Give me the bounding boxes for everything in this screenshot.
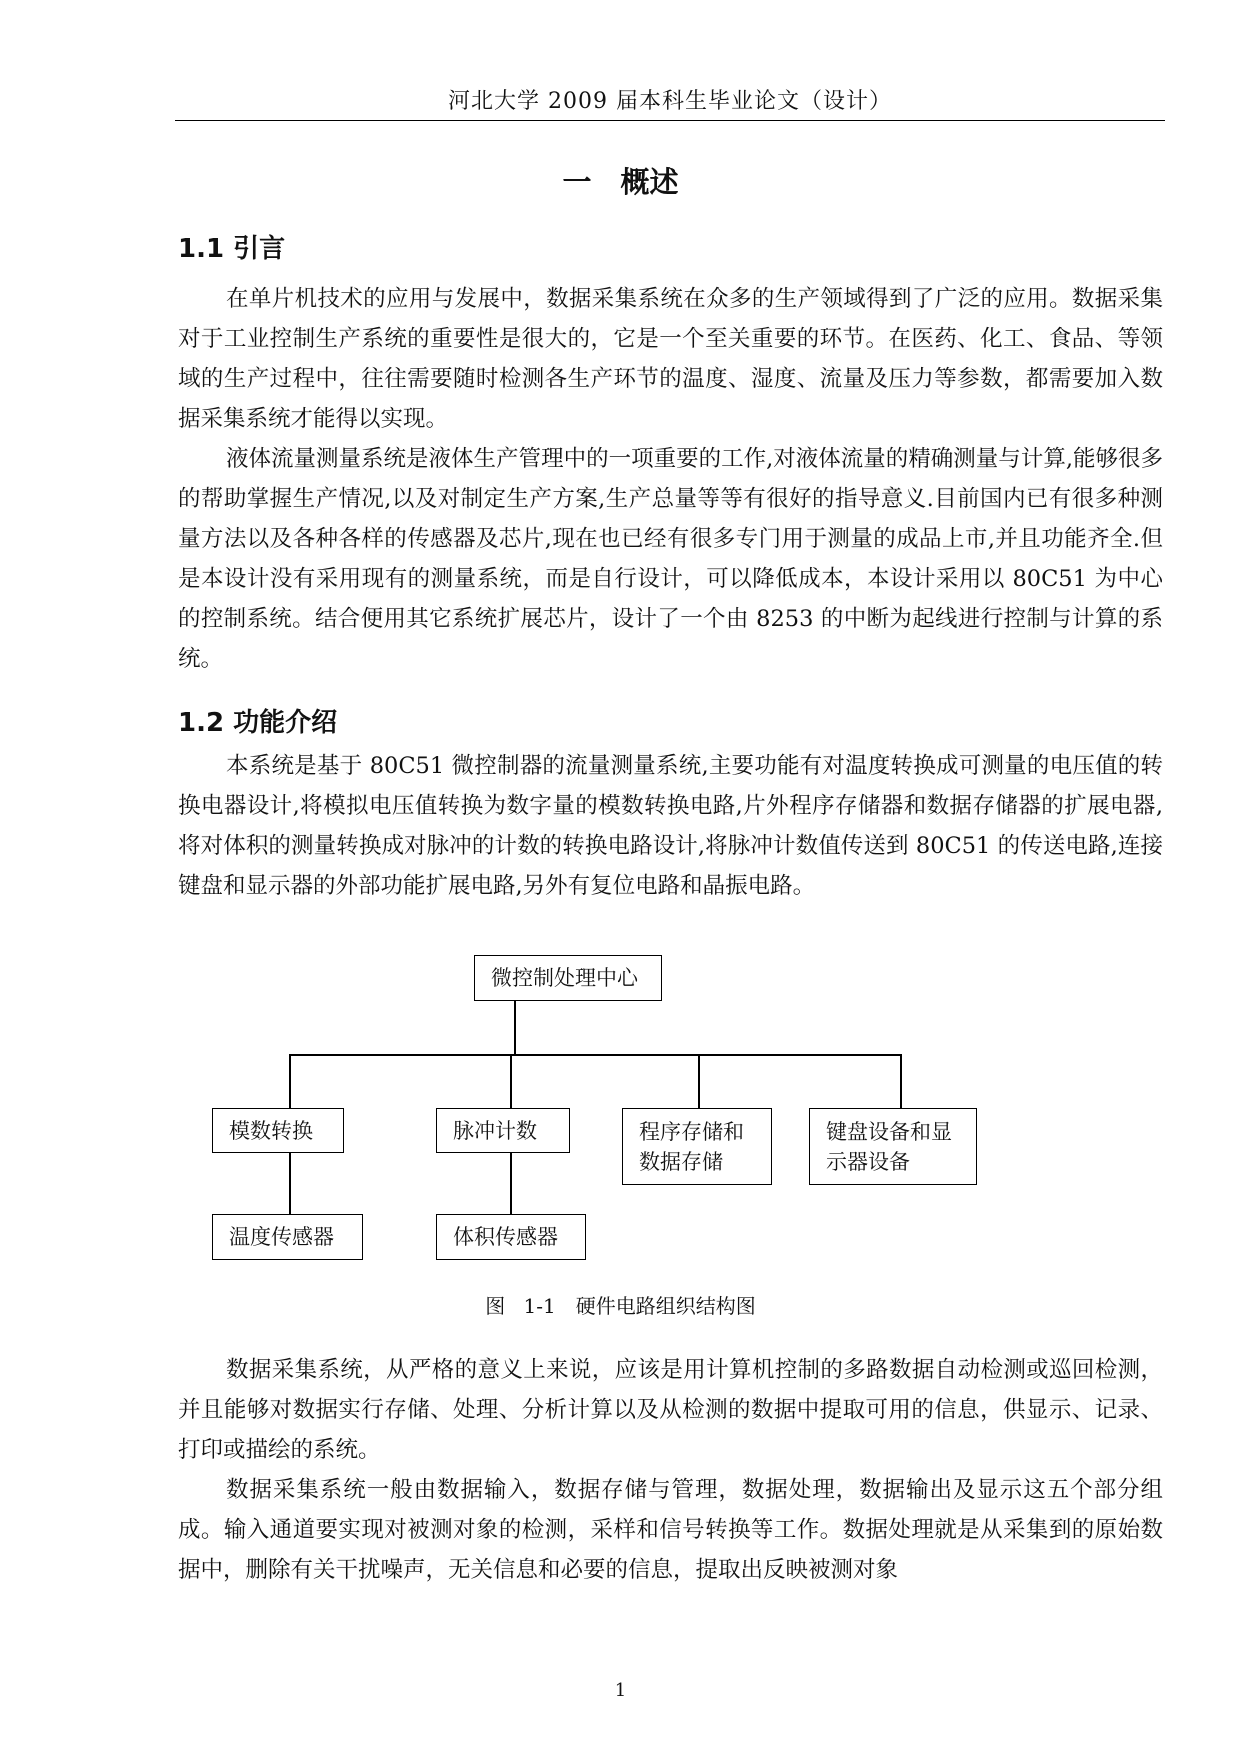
figure-caption: 图 1-1 硬件电路组织结构图 <box>485 1294 756 1318</box>
paragraph: 数据采集系统，从严格的意义上来说，应该是用计算机控制的多路数据自动检测或巡回检测，并且能够对数据实行存储、处理、分析计算以及从检测的数据中提取可用的信息，供显示、记录、打印或描绘的系统。 <box>178 1357 1163 1463</box>
section-title-function: 1.2 功能介绍 <box>178 708 338 738</box>
paragraph: 数据采集系统一般由数据输入，数据存储与管理，数据处理，数据输出及显示这五个部分组成。输入通道要实现对被测对象的检测，采样和信号转换等工作。数据处理就是从采集到的原始数据中，删除有关干扰噪声，无关信息和必要的信息，提取出反映被测对象 <box>178 1477 1163 1583</box>
page-number: 1 <box>614 1680 627 1701</box>
paragraph: 在单片机技术的应用与发展中，数据采集系统在众多的生产领域得到了广泛的应用。数据采集对于工业控制生产系统的重要性是很大的，它是一个至关重要的环节。在医药、化工、食品、等领域的生产过程中，往往需要随时检测各生产环节的温度、湿度、流量及压力等参数，都需要加入数据采集系统才能得以实现。 <box>178 286 1163 432</box>
connector-line <box>900 1054 902 1109</box>
hardware-structure-diagram <box>0 955 1241 1285</box>
chapter-title: 一 概述 <box>562 165 679 199</box>
connector-line <box>289 1152 291 1215</box>
page-header: 河北大学 2009 届本科生毕业论文（设计） <box>448 89 892 114</box>
box-temperature-sensor: 温度传感器 <box>212 1214 363 1260</box>
connector-line <box>510 1152 512 1215</box>
connector-line <box>289 1054 901 1056</box>
box-keyboard-display: 键盘设备和显示器设备 <box>809 1108 977 1185</box>
box-volume-sensor: 体积传感器 <box>436 1214 586 1260</box>
box-pulse-count: 脉冲计数 <box>436 1108 570 1153</box>
connector-line <box>510 1054 512 1109</box>
paragraph: 液体流量测量系统是液体生产管理中的一项重要的工作,对液体流量的精确测量与计算,能够很多的帮助掌握生产情况,以及对制定生产方案,生产总量等等有很好的指导意义.目前国内已有很多种测量方法以及各种各样的传感器及芯片,现在也已经有很多专门用于测量的成品上市,并且功能齐全.但是本设计没有采用现有的测量系统，而是自行设计，可以降低成本，本设计采用以 80C51 为中心的控制系统。结合便用其它系统扩展芯片，设计了一个由 8253 的中断为起线进行控制与计算的系统。 <box>178 446 1163 672</box>
box-memory: 程序存储和数据存储 <box>622 1108 772 1185</box>
box-micro-controller: 微控制处理中心 <box>474 955 662 1001</box>
header-rule <box>175 120 1165 121</box>
paragraph: 本系统是基于 80C51 微控制器的流量测量系统,主要功能有对温度转换成可测量的电压值的转换电器设计,将模拟电压值转换为数字量的模数转换电路,片外程序存储器和数据存储器的扩展电器,将对体积的测量转换成对脉冲的计数的转换电路设计,将脉冲计数值传送到 80C51 的传送电路,连接键盘和显示器的外部功能扩展电路,另外有复位电路和晶振电路。 <box>178 753 1163 899</box>
connector-line <box>698 1054 700 1109</box>
connector-line <box>514 1001 516 1054</box>
section-title-intro: 1.1 引言 <box>178 234 286 264</box>
connector-line <box>289 1054 291 1109</box>
box-adc: 模数转换 <box>212 1108 344 1153</box>
